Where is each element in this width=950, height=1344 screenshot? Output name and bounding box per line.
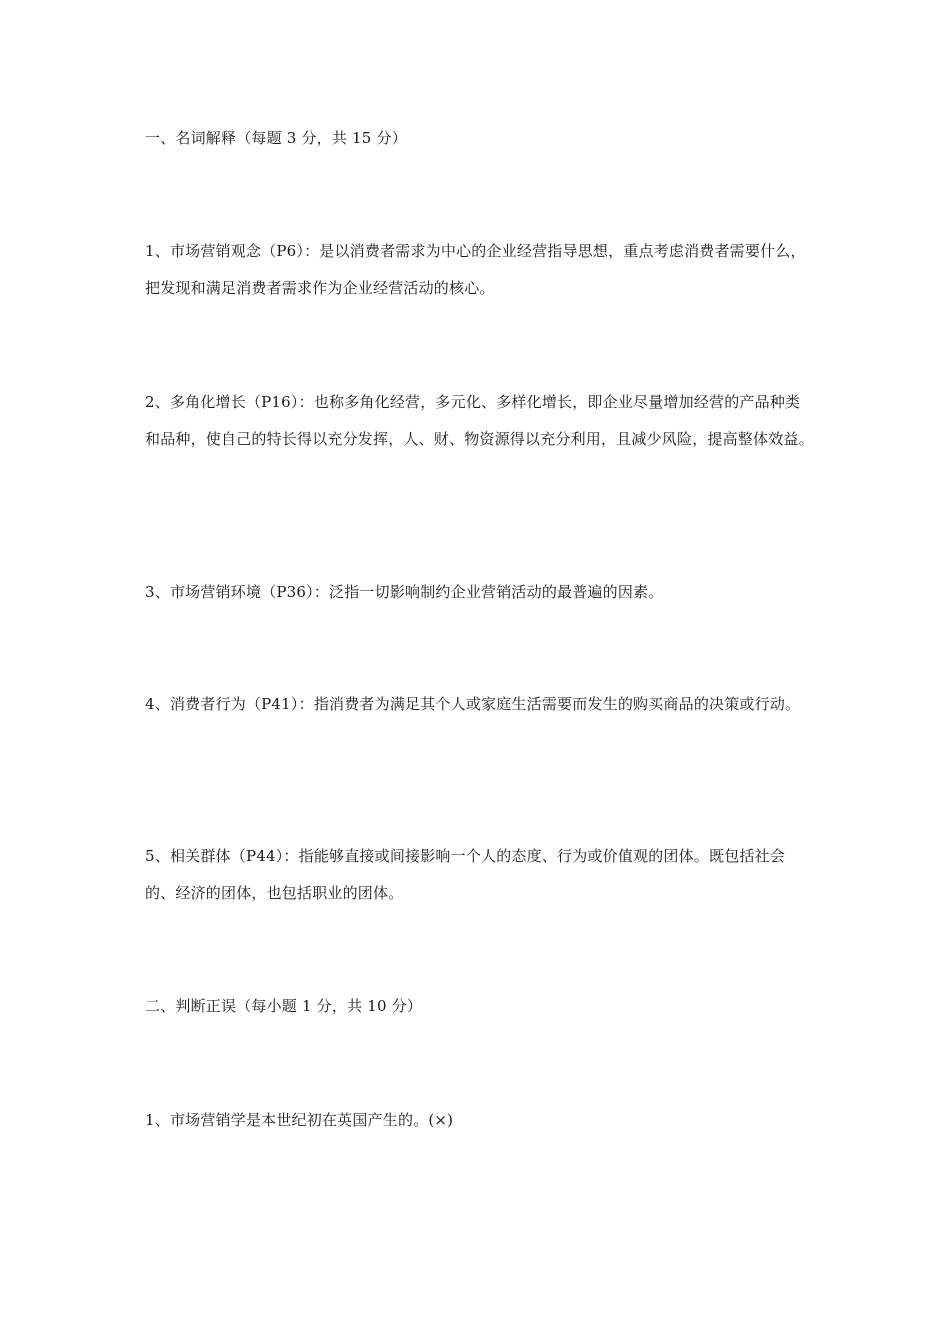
term-item-1: 1、市场营销观念（P6）：是以消费者需求为中心的企业经营指导思想，重点考虑消费者需要什么，把发现和满足消费者需求作为企业经营活动的核心。: [145, 242, 806, 297]
term-item-2: 2、多角化增长（P16）：也称多角化经营，多元化、多样化增长，即企业尽量增加经营的产品种类和品种，使自己的特长得以充分发挥，人、财、物资源得以充分利用，且减少风险，提高整体效益。: [145, 393, 814, 448]
judgment-item-1: 1、市场营销学是本世纪初在英国产生的。(×): [145, 1111, 454, 1129]
section-heading-2: 二、判断正误（每小题 1 分，共 10 分）: [145, 997, 423, 1015]
section-heading-1: 一、名词解释（每题 3 分，共 15 分）: [145, 129, 407, 147]
term-item-3: 3、市场营销环境（P36）：泛指一切影响制约企业营销活动的最普遍的因素。: [145, 583, 664, 601]
term-item-5: 5、相关群体（P44）：指能够直接或间接影响一个人的态度、行为或价值观的团体。既包括社会的、经济的团体，也包括职业的团体。: [145, 847, 786, 902]
term-item-4: 4、消费者行为（P41）：指消费者为满足其个人或家庭生活需要而发生的购买商品的决策或行动。: [145, 695, 801, 713]
